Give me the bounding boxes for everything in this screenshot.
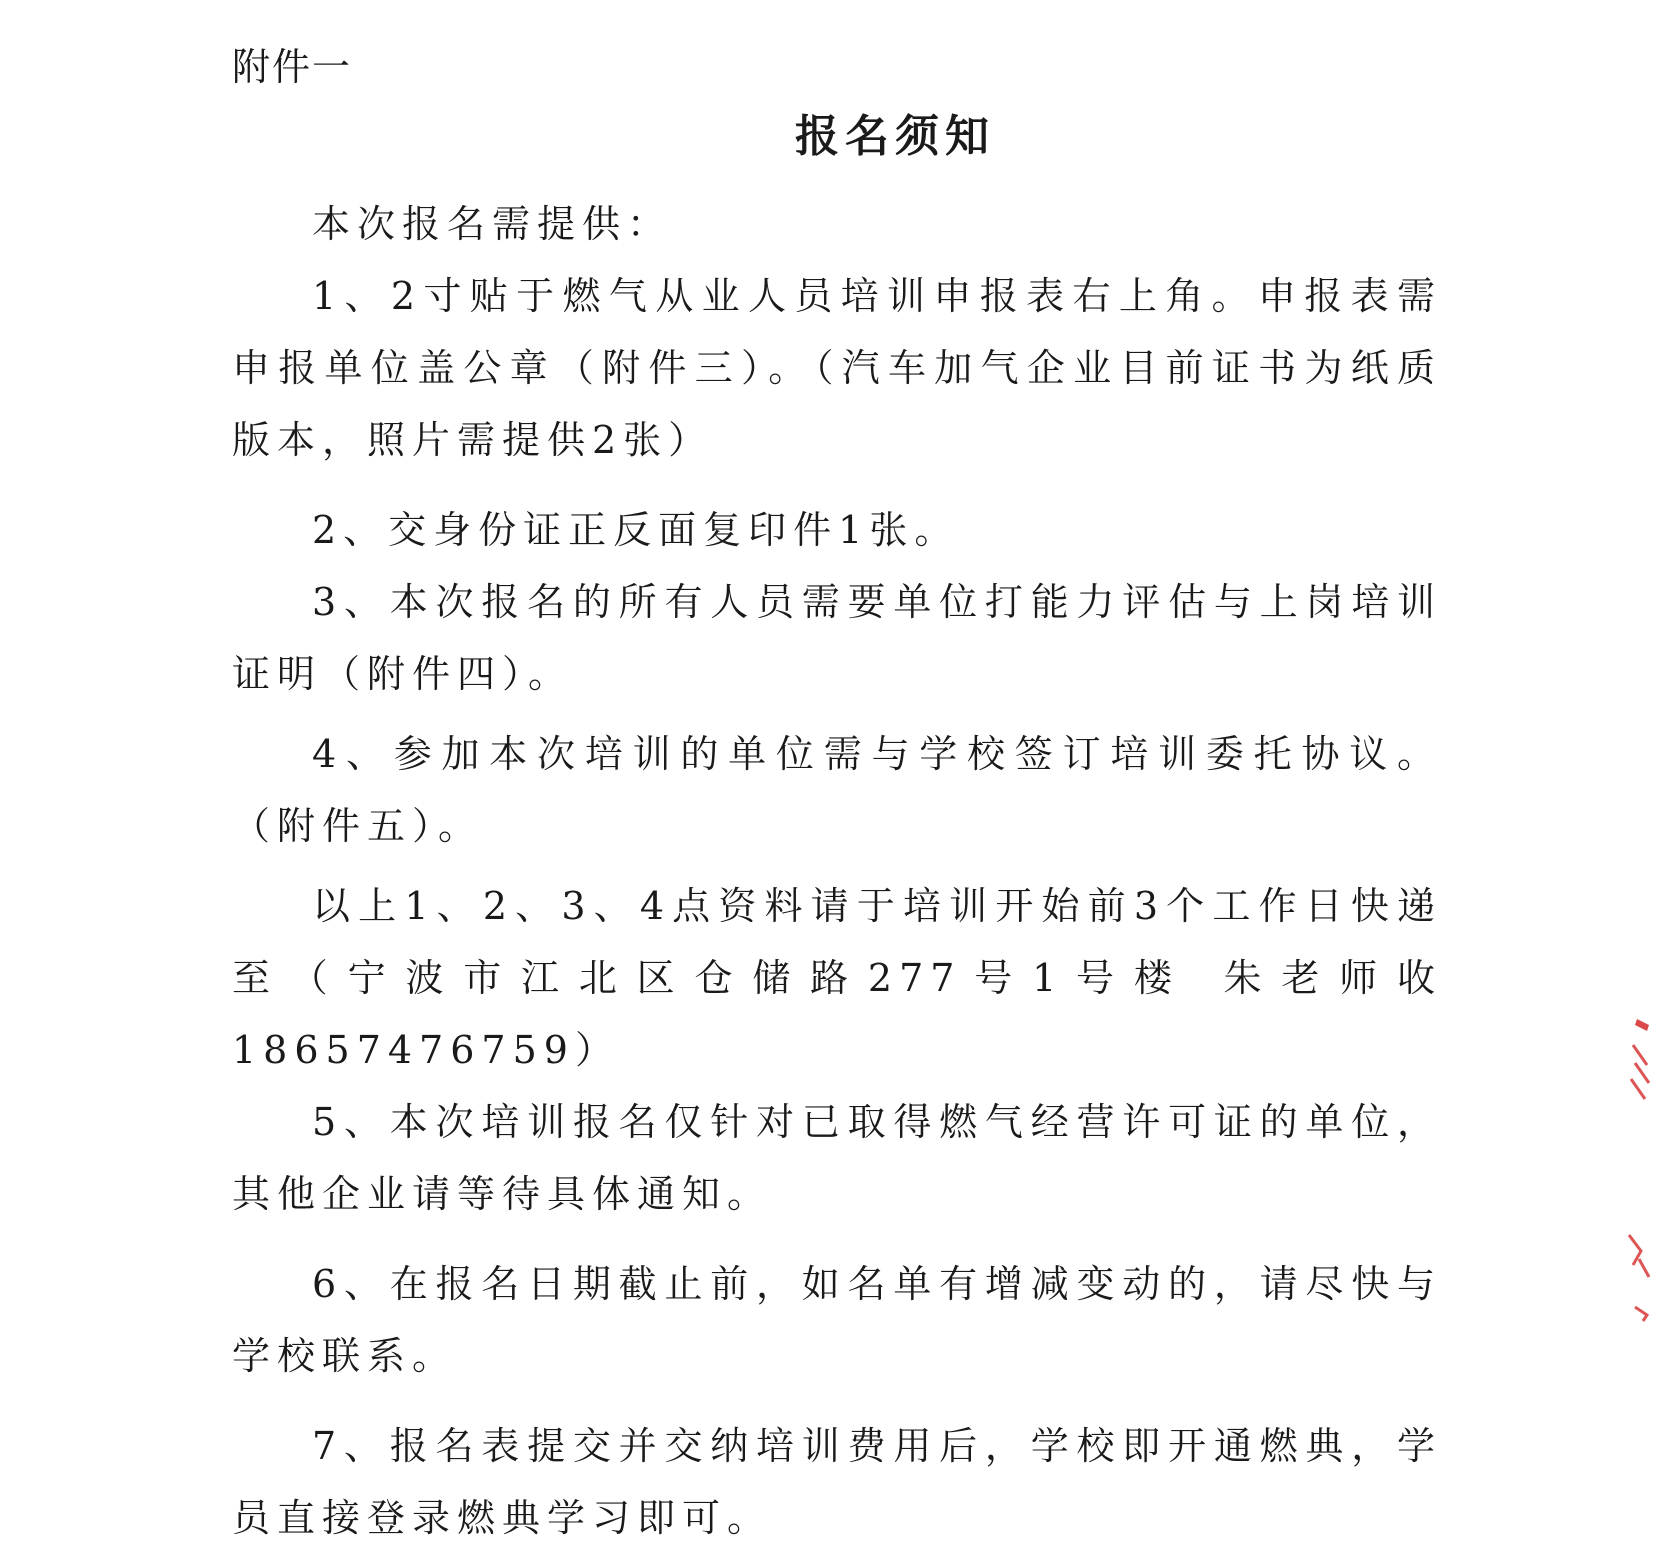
item-3: 3、本次报名的所有人员需要单位打能力评估与上岗培训证明（附件四）。 [232,580,1442,696]
item-2: 2、交身份证正反面复印件1张。 [312,508,960,552]
delivery-note: 以上1、2、3、4点资料请于培训开始前3个工作日快递至（宁波市江北区仓储路277号1号楼 朱老师收 18657476759） [232,884,1442,1072]
seal-stamp-fragment [1623,1015,1653,1345]
item-5: 5、本次培训报名仅针对已取得燃气经营许可证的单位，其他企业请等待具体通知。 [232,1100,1442,1216]
attachment-label: 附件一 [232,45,353,89]
item-1: 1、2寸贴于燃气从业人员培训申报表右上角。申报表需申报单位盖公章（附件三）。（汽车加气企业目前证书为纸质版本，照片需提供2张） [232,274,1442,462]
item-4: 4、参加本次培训的单位需与学校签订培训委托协议。（附件五）。 [232,732,1442,848]
item-6: 6、在报名日期截止前，如名单有增减变动的，请尽快与学校联系。 [232,1262,1442,1378]
item-7: 7、报名表提交并交纳培训费用后，学校即开通燃典，学员直接登录燃典学习即可。 [232,1424,1442,1540]
intro-line: 本次报名需提供： [312,202,673,246]
document-body [232,188,1442,1554]
document-title: 报名须知 [795,111,995,162]
